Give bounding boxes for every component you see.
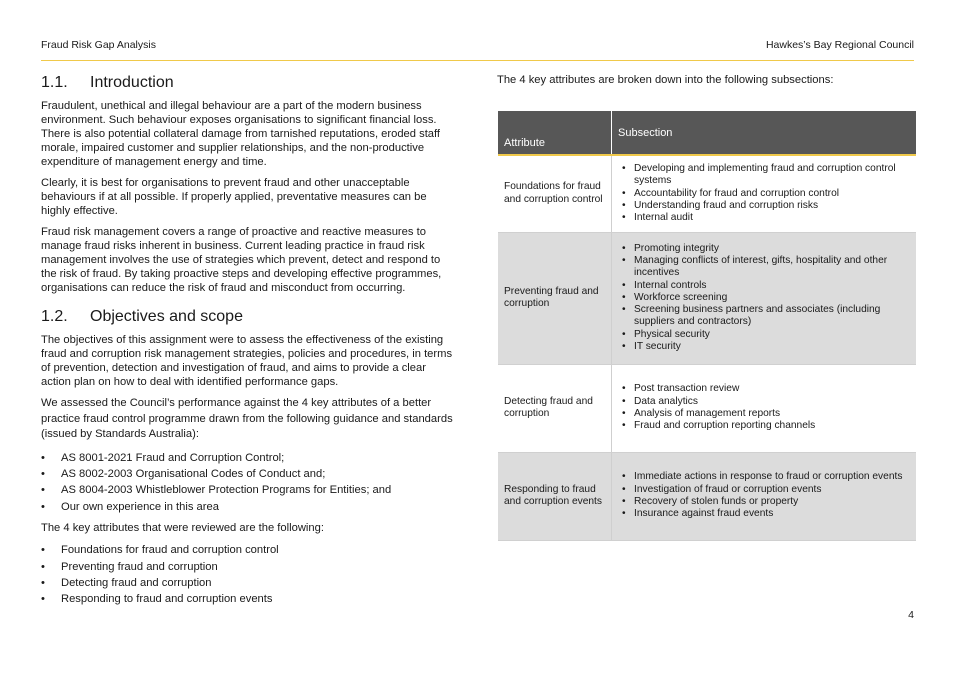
list-item: • Responding to fraud and corruption events (41, 593, 273, 606)
subsection-cell (612, 232, 917, 364)
introduction-heading (41, 73, 453, 93)
list-item: • Investigation of fraud or corruption events (622, 483, 822, 495)
list-item: • Workforce screening (622, 291, 728, 303)
list-item: • Detecting fraud and corruption (41, 576, 212, 589)
attributes-intro: The 4 key attributes that were reviewed are the following: (41, 522, 324, 535)
attribute-cell: Detecting fraud and corruption (498, 364, 612, 452)
list-item: • Recovery of stolen funds or property (622, 496, 799, 507)
section-number: 1.1. (41, 74, 68, 91)
list-item: • Fraud and corruption reporting channels (622, 420, 816, 432)
section-title: Objectives and scope (90, 308, 243, 325)
list-item: • Internal audit (622, 212, 693, 224)
section-number: 1.2. (41, 308, 68, 325)
table-header-row (498, 111, 916, 155)
list-item: • Physical security (622, 328, 710, 340)
list-item: • Post transaction review (622, 383, 740, 395)
list-item: • Screening business partners and associates (including suppliers and contractors) (622, 304, 881, 328)
intro-paragraph-1: Fraudulent, unethical and illegal behaviour are a part of the modern business environment. Such behaviour exposes organisations to significant financial loss. There is also potential collateral damage from tarnished reputations, eroded staff morale, impaired customer and supplier relationships, and the non-productive expenditure of management energy and time. (41, 100, 441, 168)
attribute-cell: Preventing fraud and corruption (498, 232, 612, 364)
table-row (498, 364, 916, 452)
intro-paragraph-3: Fraud risk management covers a range of proactive and reactive measures to manage fraud risks inherent in business. Current leading practice in fraud risk management involves the use of strategies which prevent, detect and respond to the risk of fraud. By taking proactive steps and developing effective programmes, organisations can reduce the risk of fraud and misconduct from occurring. (41, 226, 442, 294)
subsection-cell (612, 155, 917, 232)
list-item: • Preventing fraud and corruption (41, 560, 218, 573)
attribute-cell: Responding to fraud and corruption events (498, 452, 612, 540)
attributes-list (41, 542, 453, 608)
column-header-subsection: Subsection (612, 111, 917, 155)
list-item: • Developing and implementing fraud and corruption control systems (622, 163, 896, 187)
list-item: • Data analytics (622, 395, 698, 407)
organisation-name: Hawkes’s Bay Regional Council (765, 39, 914, 51)
objectives-paragraph-2: We assessed the Council’s performance against the 4 key attributes of a better practice fraud control programme drawn from the following guidance and standards (issued by Standards Australia): (41, 397, 453, 440)
objectives-heading (41, 307, 453, 327)
list-item: • Internal controls (622, 279, 707, 291)
standards-list (41, 450, 453, 516)
list-item: • IT security (622, 341, 681, 353)
table-row (498, 155, 916, 232)
table-row (498, 452, 916, 540)
attributes-table (498, 111, 916, 541)
subsection-cell (612, 452, 917, 540)
table-row (498, 232, 916, 364)
list-item: • Understanding fraud and corruption risks (622, 199, 819, 211)
right-column (497, 73, 917, 87)
list-item: • Immediate actions in response to fraud or corruption events (622, 471, 903, 483)
list-item: • Accountability for fraud and corruption control (622, 187, 839, 199)
page-number: 4 (908, 609, 914, 621)
column-header-attribute: Attribute (498, 111, 612, 155)
document-title: Fraud Risk Gap Analysis (41, 39, 156, 51)
intro-paragraph-2: Clearly, it is best for organisations to prevent fraud and other unacceptable behaviours if at all possible. If properly applied, preventative measures can be highly effective. (41, 177, 427, 217)
objectives-paragraph-1: The objectives of this assignment were to assess the effectiveness of the existing fraud and corruption risk management strategies, policies and procedures, in terms of prevention, detection and investigation of fraud, and aims to provide a clear action plan on how to deal with identified performance gaps. (41, 334, 453, 388)
list-item: • AS 8004-2003 Whistleblower Protection Programs for Entities; and (41, 484, 392, 497)
attribute-cell: Foundations for fraud and corruption control (498, 155, 612, 232)
list-item: • Insurance against fraud events (622, 508, 774, 520)
list-item: • Foundations for fraud and corruption control (41, 544, 279, 557)
list-item: • Promoting integrity (622, 242, 719, 254)
subsection-cell (612, 364, 917, 452)
list-item: • Managing conflicts of interest, gifts, hospitality and other incentives (622, 254, 888, 279)
list-item: • Our own experience in this area (41, 500, 219, 513)
left-column (41, 73, 453, 614)
list-item: • Analysis of management reports (622, 408, 781, 419)
list-item: • AS 8002-2003 Organisational Codes of Conduct and; (41, 467, 326, 480)
header-divider (41, 60, 914, 61)
section-title: Introduction (90, 74, 174, 91)
list-item: • AS 8001-2021 Fraud and Corruption Control; (41, 451, 285, 464)
table-intro: The 4 key attributes are broken down into the following subsections: (497, 74, 834, 86)
